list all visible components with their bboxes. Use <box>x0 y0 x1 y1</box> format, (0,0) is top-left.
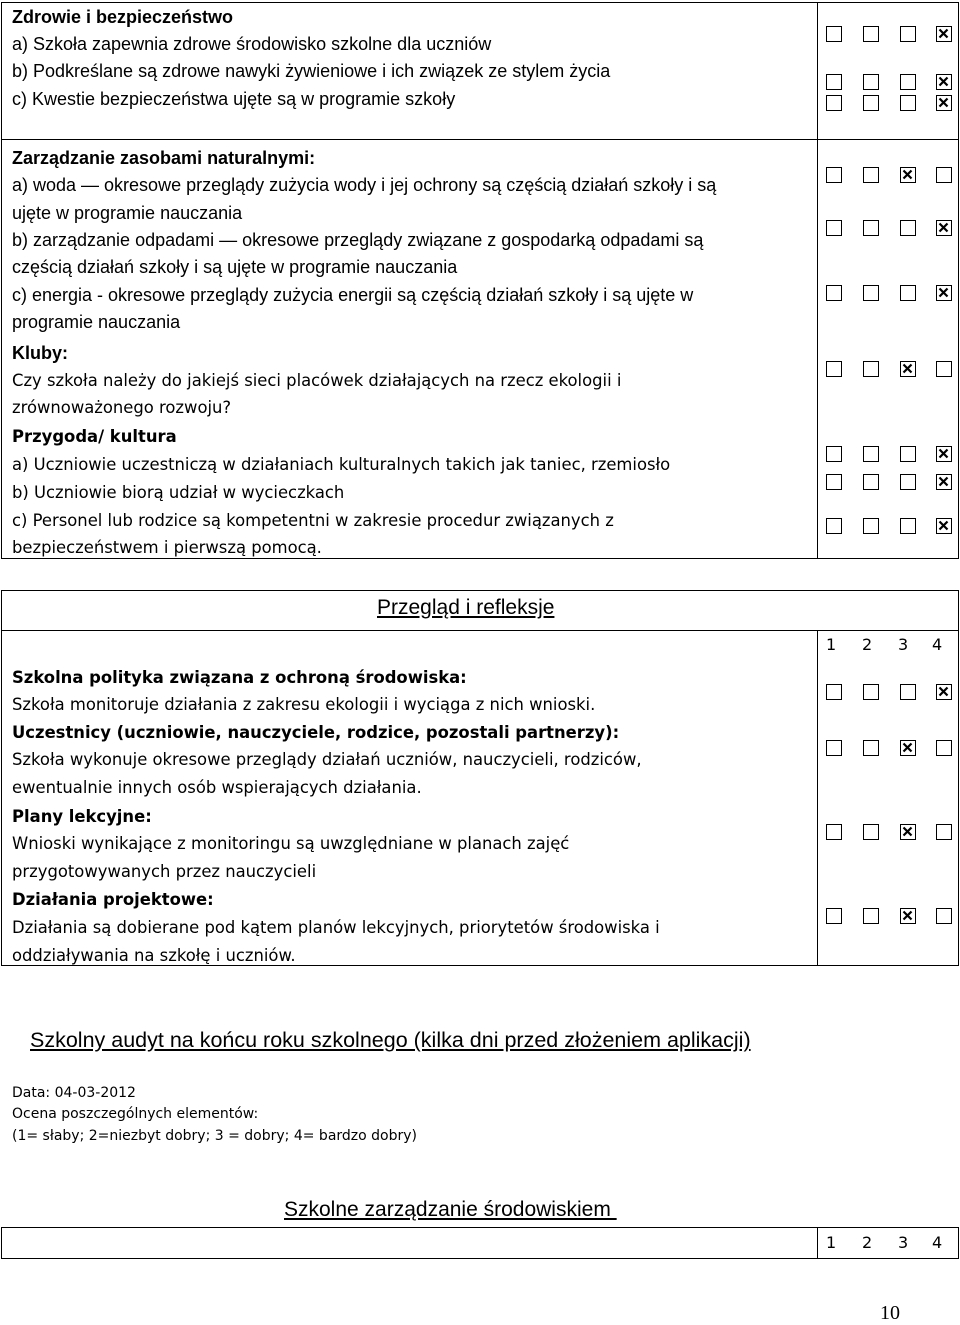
checkbox-4[interactable] <box>936 824 952 840</box>
x-mark-icon <box>937 475 950 488</box>
checkbox-1[interactable] <box>826 285 842 301</box>
rating-row-safety-issues <box>826 95 954 115</box>
table-row-divider <box>1 630 959 631</box>
item-monitoring: Szkoła monitoruje działania z zakresu ekologii i wyciąga z nich wnioski. <box>12 695 596 714</box>
item-periodic-reviews-1: Szkoła wykonuje okresowe przeglądy działań uczniów, nauczycieli, rodziców, <box>12 750 642 769</box>
checkbox-2[interactable] <box>863 908 879 924</box>
x-mark-icon <box>901 362 914 375</box>
x-mark-icon <box>937 27 950 40</box>
item-safety-issues: c) Kwestie bezpieczeństwa ujęte są w programie szkoły <box>12 89 456 109</box>
rating-row-lesson-plans <box>826 824 954 844</box>
checkbox-1[interactable] <box>826 26 842 42</box>
rating-row-eating-habits <box>826 74 954 94</box>
x-mark-icon <box>901 825 914 838</box>
checkbox-checked-4[interactable] <box>936 95 952 111</box>
x-mark-icon <box>937 75 950 88</box>
checkbox-2[interactable] <box>863 167 879 183</box>
table-column-divider <box>817 1227 818 1259</box>
checkbox-2[interactable] <box>863 285 879 301</box>
scale-3: 3 <box>898 635 909 654</box>
item-lesson-plans-2: przygotowywanych przez nauczycieli <box>12 862 317 881</box>
scale-4: 4 <box>932 635 943 654</box>
audit-eval-label: Ocena poszczególnych elementów: <box>12 1106 259 1122</box>
checkbox-1[interactable] <box>826 95 842 111</box>
table-column-divider <box>817 630 818 966</box>
audit-date: Data: 04-03-2012 <box>12 1085 136 1101</box>
checkbox-2[interactable] <box>863 95 879 111</box>
checkbox-2[interactable] <box>863 446 879 462</box>
checkbox-checked-3[interactable] <box>900 824 916 840</box>
rating-row-network <box>826 361 954 381</box>
rating-row-water <box>826 167 954 187</box>
checkbox-checked-4[interactable] <box>936 26 952 42</box>
scale-2: 2 <box>862 1233 873 1252</box>
heading-natural-resources: Zarządzanie zasobami naturalnymi: <box>12 148 316 168</box>
page-number: 10 <box>880 1302 900 1324</box>
item-healthy-environment: a) Szkoła zapewnia zdrowe środowisko szkolne dla uczniów <box>12 34 492 54</box>
checkbox-3[interactable] <box>900 95 916 111</box>
x-mark-icon <box>937 685 950 698</box>
checkbox-checked-4[interactable] <box>936 446 952 462</box>
heading-school-policy: Szkolna polityka związana z ochroną środowiska: <box>12 668 467 687</box>
table-env-management <box>1 1227 959 1259</box>
x-mark-icon <box>937 286 950 299</box>
checkbox-2[interactable] <box>863 518 879 534</box>
rating-row-project-activities <box>826 908 954 928</box>
item-excursions: b) Uczniowie biorą udział w wycieczkach <box>12 483 345 502</box>
checkbox-3[interactable] <box>900 26 916 42</box>
x-mark-icon <box>937 96 950 109</box>
review-title: Przegląd i refleksje <box>377 596 555 619</box>
item-periodic-reviews-2: ewentualnie innych osób wspierających działania. <box>12 778 422 797</box>
checkbox-2[interactable] <box>863 740 879 756</box>
heading-clubs: Kluby: <box>12 343 68 363</box>
x-mark-icon <box>937 221 950 234</box>
checkbox-checked-4[interactable] <box>936 474 952 490</box>
checkbox-2[interactable] <box>863 824 879 840</box>
heading-health-safety: Zdrowie i bezpieczeństwo <box>12 7 234 27</box>
checkbox-4[interactable] <box>936 740 952 756</box>
checkbox-1[interactable] <box>826 740 842 756</box>
rating-row-periodic-reviews <box>826 740 954 760</box>
checkbox-1[interactable] <box>826 361 842 377</box>
item-project-activities-2: oddziaływania na szkołę i uczniów. <box>12 946 296 965</box>
rating-row-first-aid <box>826 518 954 538</box>
item-first-aid-1: c) Personel lub rodzice są kompetentni w zakresie procedur związanych z <box>12 511 614 530</box>
x-mark-icon <box>937 519 950 532</box>
checkbox-3[interactable] <box>900 446 916 462</box>
checkbox-checked-4[interactable] <box>936 285 952 301</box>
item-project-activities-1: Działania są dobierane pod kątem planów lekcyjnych, priorytetów środowiska i <box>12 918 660 937</box>
checkbox-1[interactable] <box>826 167 842 183</box>
rating-row-healthy-environment <box>826 26 954 46</box>
x-mark-icon <box>901 741 914 754</box>
checkbox-2[interactable] <box>863 74 879 90</box>
checkbox-2[interactable] <box>863 474 879 490</box>
checkbox-3[interactable] <box>900 74 916 90</box>
checkbox-1[interactable] <box>826 74 842 90</box>
scale-3: 3 <box>898 1233 909 1252</box>
scale-2: 2 <box>862 635 873 654</box>
checkbox-4[interactable] <box>936 908 952 924</box>
heading-participants: Uczestnicy (uczniowie, nauczyciele, rodzice, pozostali partnerzy): <box>12 723 620 742</box>
checkbox-checked-3[interactable] <box>900 908 916 924</box>
item-water-1: a) woda — okresowe przeglądy zużycia wody i jej ochrony są częścią działań szkoły i są <box>12 175 717 195</box>
checkbox-2[interactable] <box>863 220 879 236</box>
env-mgmt-title: Szkolne zarządzanie środowiskiem <box>284 1198 617 1221</box>
checkbox-checked-4[interactable] <box>936 684 952 700</box>
item-lesson-plans-1: Wnioski wynikające z monitoringu są uwzględniane w planach zajęć <box>12 834 570 853</box>
heading-project-activities: Działania projektowe: <box>12 890 214 909</box>
audit-heading: Szkolny audyt na końcu roku szkolnego (kilka dni przed złożeniem aplikacji) <box>30 1028 751 1052</box>
rating-row-waste <box>826 220 954 240</box>
table-column-divider <box>817 2 818 559</box>
checkbox-2[interactable] <box>863 26 879 42</box>
checkbox-checked-4[interactable] <box>936 220 952 236</box>
checkbox-1[interactable] <box>826 684 842 700</box>
audit-scale-legend: (1= słaby; 2=niezbyt dobry; 3 = dobry; 4= bardzo dobry) <box>12 1128 418 1144</box>
heading-adventure-culture: Przygoda/ kultura <box>12 427 177 446</box>
checkbox-2[interactable] <box>863 361 879 377</box>
checkbox-4[interactable] <box>936 167 952 183</box>
x-mark-icon <box>901 168 914 181</box>
scale-1: 1 <box>826 1233 837 1252</box>
checkbox-1[interactable] <box>826 824 842 840</box>
checkbox-2[interactable] <box>863 684 879 700</box>
checkbox-3[interactable] <box>900 474 916 490</box>
item-first-aid-2: bezpieczeństwem i pierwszą pomocą. <box>12 538 322 557</box>
checkbox-4[interactable] <box>936 361 952 377</box>
checkbox-1[interactable] <box>826 220 842 236</box>
scale-1: 1 <box>826 635 837 654</box>
rating-row-monitoring <box>826 684 954 704</box>
rating-row-culture <box>826 446 954 466</box>
checkbox-3[interactable] <box>900 518 916 534</box>
item-waste-1: b) zarządzanie odpadami — okresowe przeglądy związane z gospodarką odpadami są <box>12 230 704 250</box>
scale-4: 4 <box>932 1233 943 1252</box>
checkbox-3[interactable] <box>900 220 916 236</box>
checkbox-checked-3[interactable] <box>900 167 916 183</box>
checkbox-1[interactable] <box>826 446 842 462</box>
checkbox-1[interactable] <box>826 908 842 924</box>
checkbox-1[interactable] <box>826 518 842 534</box>
heading-lesson-plans: Plany lekcyjne: <box>12 807 152 826</box>
checkbox-1[interactable] <box>826 474 842 490</box>
item-culture-activities: a) Uczniowie uczestniczą w działaniach kulturalnych takich jak taniec, rzemiosło <box>12 455 671 474</box>
item-network-2: zrównoważonego rozwoju? <box>12 398 232 417</box>
item-network-1: Czy szkoła należy do jakiejś sieci placówek działających na rzecz ekologii i <box>12 371 622 390</box>
item-energy-1: c) energia - okresowe przeglądy zużycia energii są częścią działań szkoły i są ujęte w <box>12 285 694 305</box>
rating-row-energy <box>826 285 954 305</box>
item-waste-2: częścią działań szkoły i są ujęte w programie nauczania <box>12 257 458 277</box>
checkbox-checked-4[interactable] <box>936 518 952 534</box>
item-water-2: ujęte w programie nauczania <box>12 203 243 223</box>
checkbox-checked-4[interactable] <box>936 74 952 90</box>
table-row-divider <box>1 139 959 140</box>
checkbox-3[interactable] <box>900 285 916 301</box>
checkbox-checked-3[interactable] <box>900 361 916 377</box>
x-mark-icon <box>937 447 950 460</box>
item-eating-habits: b) Podkreślane są zdrowe nawyki żywieniowe i ich związek ze stylem życia <box>12 61 611 81</box>
rating-row-excursions <box>826 474 954 494</box>
x-mark-icon <box>901 909 914 922</box>
checkbox-checked-3[interactable] <box>900 740 916 756</box>
checkbox-3[interactable] <box>900 684 916 700</box>
item-energy-2: programie nauczania <box>12 312 181 332</box>
